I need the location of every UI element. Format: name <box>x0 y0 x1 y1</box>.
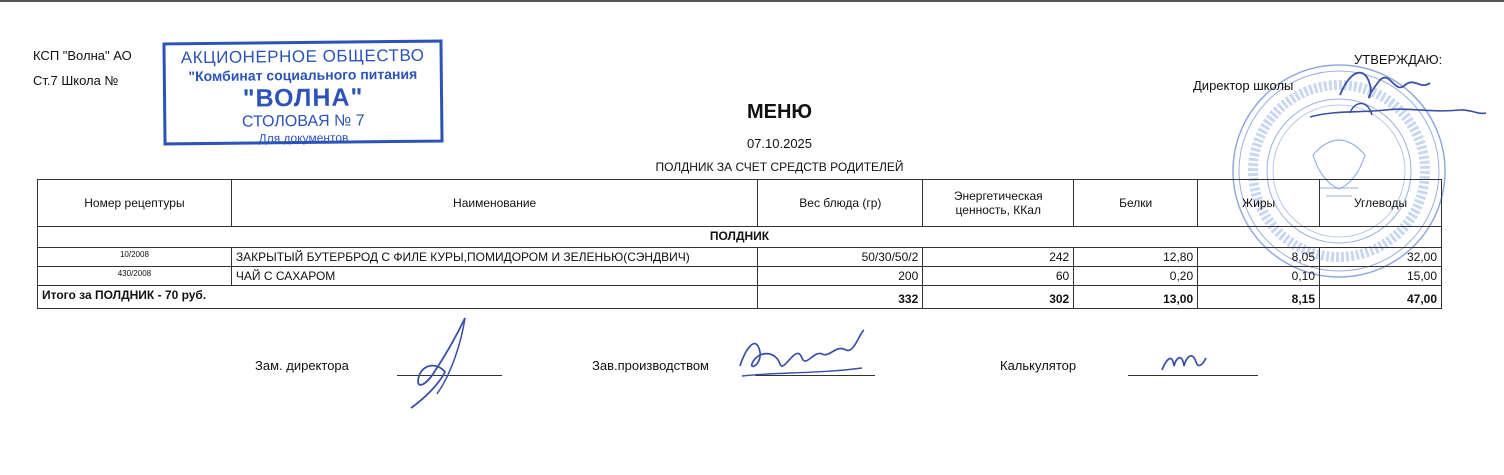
dish-weight: 50/30/50/2 <box>758 248 923 267</box>
deputy-signature-icon <box>395 314 475 412</box>
dish-weight: 200 <box>758 267 923 286</box>
stamp-line-3: "ВОЛНА" <box>242 83 364 113</box>
school-label: Ст.7 Школа № <box>33 73 119 88</box>
header-carbs: Углеводы <box>1320 180 1442 227</box>
page-title: МЕНЮ <box>746 101 813 123</box>
stamp-line-4: СТОЛОВАЯ № 7 <box>241 112 365 131</box>
total-protein: 13,00 <box>1074 286 1198 309</box>
dish-name: ЗАКРЫТЫЙ БУТЕРБРОД С ФИЛЕ КУРЫ,ПОМИДОРОМ И ЗЕЛЕНЬЮ(СЭНДВИЧ) <box>231 248 758 267</box>
organization-stamp <box>162 40 443 146</box>
organization-name: КСП "Волна" АО <box>33 48 132 63</box>
total-energy: 302 <box>923 286 1074 309</box>
dish-protein: 0,20 <box>1074 267 1198 286</box>
header-recipe: Номер рецептуры <box>38 180 232 227</box>
dish-fat: 8,05 <box>1198 248 1320 267</box>
production-manager-label: Зав.производством <box>592 358 709 373</box>
table-header-row <box>38 180 1442 227</box>
header-fat: Жиры <box>1198 180 1320 227</box>
header-energy: Энергетическая ценность, ККал <box>923 180 1074 227</box>
calculator-label: Калькулятор <box>1000 358 1077 373</box>
table-row <box>38 267 1442 286</box>
table-row <box>38 248 1442 267</box>
director-label: Директор школы <box>1193 78 1294 93</box>
total-label: Итого за ПОЛДНИК - 70 руб. <box>38 286 758 309</box>
dish-fat: 0,10 <box>1198 267 1320 286</box>
header-protein: Белки <box>1074 180 1198 227</box>
calculator-signature-icon <box>1158 348 1208 374</box>
stamp-line-5: Для документов <box>258 130 349 146</box>
dish-energy: 60 <box>923 267 1074 286</box>
header-weight: Вес блюда (гр) <box>758 180 923 227</box>
total-row <box>38 286 1442 309</box>
menu-table <box>37 179 1442 309</box>
dish-name: ЧАЙ С САХАРОМ <box>231 267 758 286</box>
dish-carbs: 32,00 <box>1320 248 1442 267</box>
top-border <box>0 0 1504 2</box>
dish-energy: 242 <box>923 248 1074 267</box>
stamp-line-2: "Комбинат социального питания <box>188 65 418 85</box>
total-weight: 332 <box>758 286 923 309</box>
header-name: Наименование <box>231 180 758 227</box>
production-signature-icon <box>736 322 866 382</box>
deputy-director-label: Зам. директора <box>255 358 349 373</box>
recipe-number: 430/2008 <box>38 267 232 286</box>
calculator-signature-line <box>1128 375 1258 376</box>
section-title: ПОЛДНИК <box>38 227 1442 248</box>
dish-protein: 12,80 <box>1074 248 1198 267</box>
total-carbs: 47,00 <box>1320 286 1442 309</box>
stamp-line-1: АКЦИОНЕРНОЕ ОБЩЕСТВО <box>180 45 425 68</box>
recipe-number: 10/2008 <box>38 248 232 267</box>
menu-subtitle: ПОЛДНИК ЗА СЧЕТ СРЕДСТВ РОДИТЕЛЕЙ <box>655 160 904 174</box>
dish-carbs: 15,00 <box>1320 267 1442 286</box>
section-row <box>38 227 1442 248</box>
menu-date: 07.10.2025 <box>746 136 813 151</box>
total-fat: 8,15 <box>1198 286 1320 309</box>
approval-label: УТВЕРЖДАЮ: <box>1354 52 1443 67</box>
